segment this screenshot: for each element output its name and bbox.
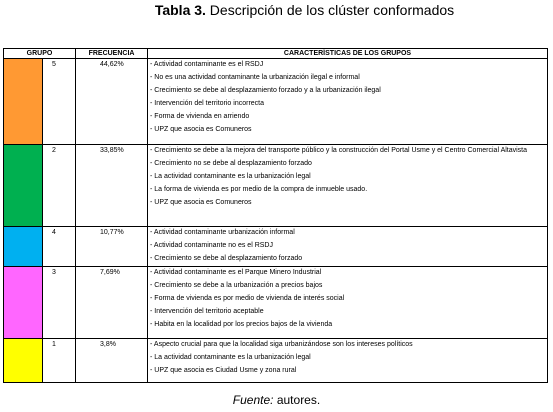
- characteristic-item: - Intervención del territorio incorrecta: [150, 100, 265, 107]
- characteristic-item: - No es una actividad contaminante la urbanización ilegal e informal: [150, 74, 360, 81]
- header-caracteristicas: CARACTERÍSTICAS DE LOS GRUPOS: [148, 49, 548, 59]
- group-characteristics: [148, 267, 548, 339]
- group-characteristics: [148, 339, 548, 383]
- group-number: 1: [43, 339, 76, 383]
- group-number: 4: [43, 227, 76, 267]
- group-color-swatch: [4, 267, 43, 339]
- header-frecuencia: FRECUENCIA: [76, 49, 148, 59]
- characteristic-item: - Crecimiento se debe al desplazamiento forzado y a la urbanización ilegal: [150, 87, 381, 94]
- source-note: [0, 393, 553, 407]
- table-row: [4, 145, 548, 227]
- characteristic-item: - La actividad contaminante es la urbanización legal: [150, 173, 311, 180]
- group-frequency: 44,62%: [76, 59, 148, 145]
- source-label: Fuente:: [232, 393, 274, 407]
- group-color-swatch: [4, 59, 43, 145]
- table-row: [4, 59, 548, 145]
- characteristic-item: - Actividad contaminante es el RSDJ: [150, 61, 264, 68]
- group-characteristics: [148, 59, 548, 145]
- table-title: [28, 1, 553, 19]
- group-frequency: 10,77%: [76, 227, 148, 267]
- group-frequency: 7,69%: [76, 267, 148, 339]
- characteristic-item: - Crecimiento se debe al desplazamiento forzado: [150, 255, 303, 262]
- group-color-swatch: [4, 227, 43, 267]
- characteristic-item: - UPZ que asocia es Comuneros: [150, 199, 252, 206]
- group-characteristics: [148, 227, 548, 267]
- characteristic-item: - Habita en la localidad por los precios bajos de la vivienda: [150, 321, 333, 328]
- table-title-text: Descripción de los clúster conformados: [205, 2, 455, 18]
- table-title-label: Tabla 3.: [154, 2, 206, 18]
- group-frequency: 33,85%: [76, 145, 148, 227]
- characteristic-item: - Actividad contaminante es el Parque Minero Industrial: [150, 269, 322, 276]
- characteristic-item: - Aspecto crucial para que la localidad siga urbanizándose son los intereses políticos: [150, 341, 413, 348]
- group-number: 2: [43, 145, 76, 227]
- group-frequency: 3,8%: [76, 339, 148, 383]
- characteristic-item: - Crecimiento se debe a la mejora del transporte público y la construcción del Portal Usme y el Centro Comercial Altavista: [150, 147, 528, 154]
- characteristic-item: - Forma de vivienda es por medio de vivienda de interés social: [150, 295, 345, 302]
- clusters-table: [3, 48, 548, 383]
- characteristic-item: - Crecimiento se debe a la urbanización a precios bajos: [150, 282, 323, 289]
- characteristic-item: - UPZ que asocia es Ciudad Usme y zona rural: [150, 367, 297, 374]
- characteristic-item: - Forma de vivienda en arriendo: [150, 113, 250, 120]
- characteristic-item: - Intervención del territorio aceptable: [150, 308, 264, 315]
- source-text: autores.: [273, 393, 321, 407]
- characteristic-item: - Crecimiento no se debe al desplazamiento forzado: [150, 160, 312, 167]
- table-header-row: [4, 49, 548, 59]
- characteristic-item: - UPZ que asocia es Comuneros: [150, 126, 252, 133]
- group-color-swatch: [4, 339, 43, 383]
- characteristic-item: - La forma de vivienda es por medio de la compra de inmueble usado.: [150, 186, 368, 193]
- characteristic-item: - La actividad contaminante es la urbanización legal: [150, 354, 311, 361]
- group-color-swatch: [4, 145, 43, 227]
- group-number: 3: [43, 267, 76, 339]
- table-row: [4, 339, 548, 383]
- table-row: [4, 227, 548, 267]
- group-characteristics: [148, 145, 548, 227]
- characteristic-item: - Actividad contaminante urbanización informal: [150, 229, 295, 236]
- characteristic-item: - Actividad contaminante no es el RSDJ: [150, 242, 273, 249]
- table-row: [4, 267, 548, 339]
- header-grupo: GRUPO: [4, 49, 76, 59]
- group-number: 5: [43, 59, 76, 145]
